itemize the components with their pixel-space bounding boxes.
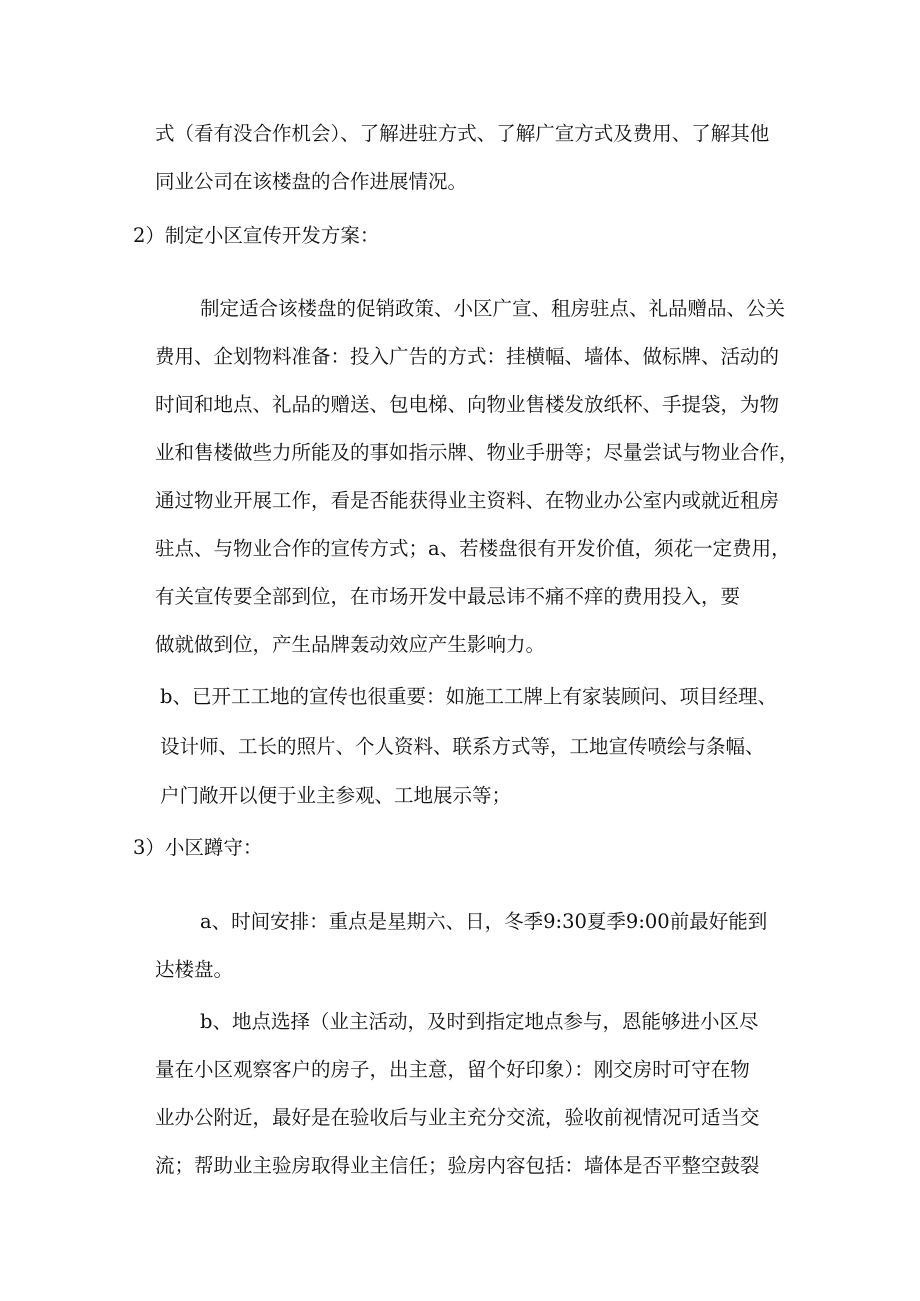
text-line: 费用、企划物料准备：投入广告的方式：挂横幅、墙体、做标牌、活动的 bbox=[155, 345, 780, 368]
text-line: 设计师、工长的照片、个人资料、联系方式等，工地宣传喷绘与条幅、 bbox=[160, 735, 765, 758]
text-line: b、地点选择（业主活动，及时到指定地点参与，恩能够进小区尽 bbox=[200, 1010, 759, 1033]
text-line: 驻点、与物业合作的宣传方式；a、若楼盘很有开发价值，须花一定费用， bbox=[155, 537, 791, 560]
section-heading: 2）制定小区宣传开发方案： bbox=[133, 224, 380, 247]
text-line: 同业公司在该楼盘的合作进展情况。 bbox=[155, 170, 468, 193]
text-line: 达楼盘。 bbox=[155, 958, 234, 981]
text-line: 户门敞开以便于业主参观、工地展示等； bbox=[160, 784, 512, 807]
text-line: 式（看有没合作机会）、了解进驻方式、了解广宣方式及费用、了解其他 bbox=[155, 122, 770, 145]
text-line: 通过物业开展工作，看是否能获得业主资料、在物业办公室内或就近租房 bbox=[155, 489, 780, 512]
text-line: 业和售楼做些力所能及的事如指示牌、物业手册等；尽量尝试与物业合作， bbox=[155, 441, 799, 464]
text-line: 做就做到位，产生品牌轰动效应产生影响力。 bbox=[155, 633, 546, 656]
text-line: 流；帮助业主验房取得业主信任；验房内容包括：墙体是否平整空鼓裂 bbox=[155, 1154, 760, 1177]
text-line: a、时间安排：重点是星期六、日，冬季9:30夏季9:00前最好能到 bbox=[200, 910, 768, 933]
text-line: 量在小区观察客户的房子，出主意，留个好印象）：刚交房时可守在物 bbox=[155, 1058, 750, 1081]
section-heading: 3）小区蹲守： bbox=[133, 836, 263, 859]
text-line: b、已开工工地的宣传也很重要：如施工工牌上有家装顾问、项目经理、 bbox=[160, 685, 777, 708]
text-line: 有关宣传要全部到位，在市场开发中最忌讳不痛不痒的费用投入，要 bbox=[155, 585, 741, 608]
text-line: 时间和地点、礼品的赠送、包电梯、向物业售楼发放纸杯、手提袋，为物 bbox=[155, 393, 780, 416]
text-line: 业办公附近，最好是在验收后与业主充分交流，验收前视情况可适当交 bbox=[155, 1106, 760, 1129]
text-line: 制定适合该楼盘的促销政策、小区广宣、租房驻点、礼品赠品、公关 bbox=[200, 297, 786, 320]
